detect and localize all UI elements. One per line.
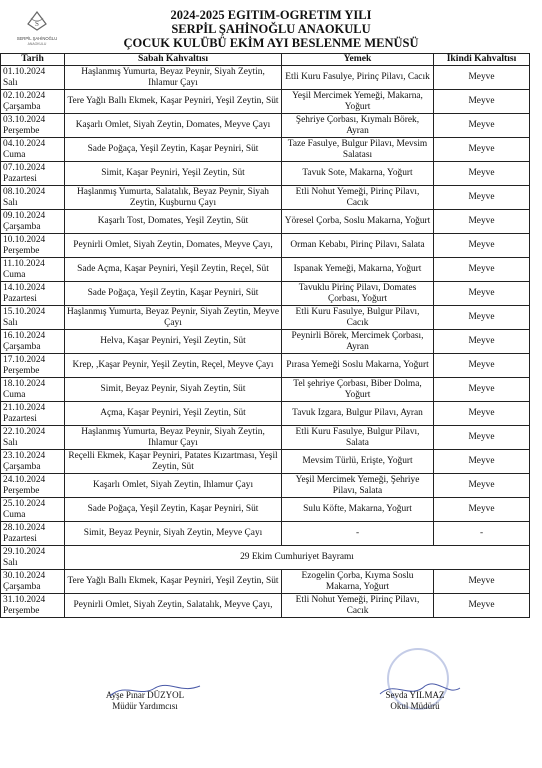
day-name: Çarşamba (3, 341, 41, 352)
meal-cell: Etli Kuru Fasulye, Bulgur Pilavı, Salata (282, 426, 434, 450)
meal-cell: Tavuklu Pirinç Pilavı, Domates Çorbası, Yoğurt (282, 282, 434, 306)
day-name: Cuma (3, 269, 26, 280)
table-row (1, 306, 530, 330)
table-row (1, 234, 530, 258)
table-row (1, 186, 530, 210)
breakfast-cell: Peynirli Omlet, Siyah Zeytin, Domates, Meyve Çayı, (65, 234, 282, 258)
meal-cell: Pırasa Yemeği Soslu Makarna, Yoğurt (282, 354, 434, 378)
date-cell (1, 546, 65, 570)
date-value: 29.10.2024 (3, 547, 46, 557)
table-row (1, 378, 530, 402)
signature-right-name: Sevda YILMAZ (385, 690, 445, 700)
meal-cell: Etli Nohut Yemeği, Pirinç Pilavı, Cacık (282, 594, 434, 618)
table-row (1, 450, 530, 474)
date-value: 09.10.2024 (3, 211, 46, 221)
breakfast-cell: Simit, Beyaz Peynir, Siyah Zeytin, Meyve Çayı (65, 522, 282, 546)
day-name: Perşembe (3, 605, 40, 616)
table-row (1, 402, 530, 426)
meal-cell: Yöresel Çorba, Soslu Makarna, Yoğurt (282, 210, 434, 234)
meal-cell: Tavuk Sote, Makarna, Yoğurt (282, 162, 434, 186)
day-name: Perşembe (3, 245, 40, 256)
table-row (1, 546, 530, 570)
date-cell (1, 90, 65, 114)
meal-cell: Peynirli Börek, Mercimek Çorbası, Ayran (282, 330, 434, 354)
date-cell (1, 594, 65, 618)
title-menu: ÇOCUK KULÜBÜ EKİM AYI BESLENME MENÜSÜ (123, 36, 419, 50)
meal-cell: Mevsim Türlü, Erişte, Yoğurt (282, 450, 434, 474)
date-value: 24.10.2024 (3, 475, 46, 485)
breakfast-cell: Haşlanmış Yumurta, Beyaz Peynir, Siyah Zeytin, Meyve Çayı (65, 306, 282, 330)
table-row (1, 570, 530, 594)
date-value: 15.10.2024 (3, 307, 46, 317)
day-name: Cuma (3, 389, 26, 400)
signature-right-title: Okul Müdürü (390, 701, 440, 711)
day-name: Perşembe (3, 485, 40, 496)
day-name: Cuma (3, 509, 26, 520)
snack-cell: Meyve (434, 66, 530, 90)
meal-cell: Tel şehriye Çorbası, Biber Dolma, Yoğurt (282, 378, 434, 402)
date-value: 02.10.2024 (3, 91, 46, 101)
date-cell (1, 474, 65, 498)
table-row (1, 474, 530, 498)
date-cell (1, 138, 65, 162)
table-row (1, 210, 530, 234)
menu-body (1, 66, 530, 618)
snack-cell: Meyve (434, 90, 530, 114)
date-value: 21.10.2024 (3, 403, 46, 413)
col-meal: Yemek (282, 54, 434, 66)
table-row (1, 594, 530, 618)
date-value: 28.10.2024 (3, 523, 46, 533)
date-cell (1, 378, 65, 402)
date-value: 08.10.2024 (3, 187, 46, 197)
day-name: Pazartesi (3, 293, 37, 304)
breakfast-cell: Sade Poğaça, Yeşil Zeytin, Kaşar Peyniri, Süt (65, 138, 282, 162)
day-name: Salı (3, 197, 18, 208)
snack-cell: Meyve (434, 594, 530, 618)
date-value: 03.10.2024 (3, 115, 46, 125)
day-name: Çarşamba (3, 581, 41, 592)
meal-cell: Etli Kuru Fasulye, Pirinç Pilavı, Cacık (282, 66, 434, 90)
day-name: Cuma (3, 149, 26, 160)
date-cell (1, 354, 65, 378)
snack-cell: Meyve (434, 474, 530, 498)
table-row (1, 66, 530, 90)
breakfast-cell: Kaşarlı Omlet, Siyah Zeytin, Domates, Meyve Çayı (65, 114, 282, 138)
snack-cell: Meyve (434, 114, 530, 138)
table-row (1, 330, 530, 354)
meal-cell: Ezogelin Çorba, Kıyma Soslu Makarna, Yoğurt (282, 570, 434, 594)
snack-cell: Meyve (434, 426, 530, 450)
meal-cell: Taze Fasulye, Bulgur Pilavı, Mevsim Salatası (282, 138, 434, 162)
signature-right (360, 690, 470, 712)
date-value: 22.10.2024 (3, 427, 46, 437)
snack-cell: Meyve (434, 282, 530, 306)
day-name: Salı (3, 557, 18, 568)
breakfast-cell: Kaşarlı Tost, Domates, Yeşil Zeytin, Süt (65, 210, 282, 234)
svg-text:SERPİL ŞAHİNOĞLU: SERPİL ŞAHİNOĞLU (16, 36, 58, 41)
date-cell (1, 426, 65, 450)
snack-cell: Meyve (434, 498, 530, 522)
day-name: Perşembe (3, 125, 40, 136)
meal-cell: Etli Kuru Fasulye, Bulgur Pilavı, Cacık (282, 306, 434, 330)
date-cell (1, 210, 65, 234)
table-row (1, 114, 530, 138)
breakfast-cell: Simit, Kaşar Peyniri, Yeşil Zeytin, Süt (65, 162, 282, 186)
breakfast-cell: Kaşarlı Omlet, Siyah Zeytin, Ihlamur Çayı (65, 474, 282, 498)
snack-cell: Meyve (434, 354, 530, 378)
title-school: SERPİL ŞAHİNOĞLU ANAOKULU (171, 22, 371, 36)
snack-cell: Meyve (434, 570, 530, 594)
date-cell (1, 258, 65, 282)
breakfast-cell: Haşlanmış Yumurta, Beyaz Peynir, Siyah Zeytin, Ihlamur Çayı (65, 66, 282, 90)
snack-cell: Meyve (434, 162, 530, 186)
breakfast-cell: Açma, Kaşar Peyniri, Yeşil Zeytin, Süt (65, 402, 282, 426)
day-name: Çarşamba (3, 221, 41, 232)
table-row (1, 90, 530, 114)
date-cell (1, 402, 65, 426)
day-name: Pazartesi (3, 413, 37, 424)
signature-left (80, 690, 210, 712)
document-title (0, 8, 542, 50)
date-cell (1, 234, 65, 258)
breakfast-cell: Haşlanmış Yumurta, Beyaz Peynir, Siyah Zeytin, Ihlamur Çayı (65, 426, 282, 450)
date-cell (1, 450, 65, 474)
breakfast-cell: Reçelli Ekmek, Kaşar Peyniri, Patates Kızartması, Yeşil Zeytin, Süt (65, 450, 282, 474)
meal-cell: Ispanak Yemeği, Makarna, Yoğurt (282, 258, 434, 282)
snack-cell: Meyve (434, 402, 530, 426)
snack-cell: Meyve (434, 330, 530, 354)
signature-left-title: Müdür Yardımcısı (112, 701, 178, 711)
meal-cell: Yeşil Mercimek Yemeği, Makarna, Yoğurt (282, 90, 434, 114)
menu-table (0, 53, 530, 618)
date-value: 25.10.2024 (3, 499, 46, 509)
signature-scribble (80, 680, 210, 702)
table-row (1, 426, 530, 450)
col-snack: İkindi Kahvaltısı (434, 54, 530, 66)
day-name: Salı (3, 77, 18, 88)
breakfast-cell: Sade Açma, Kaşar Peyniri, Yeşil Zeytin, Reçel, Süt (65, 258, 282, 282)
table-row (1, 522, 530, 546)
snack-cell: - (434, 522, 530, 546)
meal-cell: - (282, 522, 434, 546)
date-cell (1, 570, 65, 594)
breakfast-cell: Krep, ,Kaşar Peynir, Yeşil Zeytin, Reçel, Meyve Çayı (65, 354, 282, 378)
date-cell (1, 522, 65, 546)
snack-cell: Meyve (434, 186, 530, 210)
snack-cell: Meyve (434, 450, 530, 474)
day-name: Çarşamba (3, 101, 41, 112)
breakfast-cell: Haşlanmış Yumurta, Salatalık, Beyaz Peynir, Siyah Zeytin, Kuşburnu Çayı (65, 186, 282, 210)
date-cell (1, 114, 65, 138)
breakfast-cell: Helva, Kaşar Peyniri, Yeşil Zeytin, Süt (65, 330, 282, 354)
date-value: 01.10.2024 (3, 67, 46, 77)
signature-scribble-right (360, 680, 470, 702)
date-cell (1, 498, 65, 522)
day-name: Pazartesi (3, 173, 37, 184)
breakfast-cell: Tere Yağlı Ballı Ekmek, Kaşar Peyniri, Yeşil Zeytin, Süt (65, 570, 282, 594)
date-value: 07.10.2024 (3, 163, 46, 173)
date-cell (1, 162, 65, 186)
date-value: 31.10.2024 (3, 595, 46, 605)
snack-cell: Meyve (434, 138, 530, 162)
meal-cell: Tavuk Izgara, Bulgur Pilavı, Ayran (282, 402, 434, 426)
svg-text:ANAOKULU: ANAOKULU (27, 42, 47, 46)
col-breakfast: Sabah Kahvaltısı (65, 54, 282, 66)
breakfast-cell: Sade Poğaça, Yeşil Zeytin, Kaşar Peyniri, Süt (65, 282, 282, 306)
day-name: Salı (3, 437, 18, 448)
title-year: 2024-2025 EGITIM-OGRETIM YILI (170, 8, 372, 22)
date-cell (1, 282, 65, 306)
table-row (1, 498, 530, 522)
date-value: 18.10.2024 (3, 379, 46, 389)
meal-cell: Etli Nohut Yemeği, Pirinç Pilavı, Cacık (282, 186, 434, 210)
snack-cell: Meyve (434, 258, 530, 282)
header-row (1, 54, 530, 66)
date-value: 10.10.2024 (3, 235, 46, 245)
table-row (1, 258, 530, 282)
signature-left-name: Ayşe Pınar DÜZYOL (105, 690, 185, 700)
date-value: 11.10.2024 (3, 259, 45, 269)
breakfast-cell: Simit, Beyaz Peynir, Siyah Zeytin, Süt (65, 378, 282, 402)
breakfast-cell: Tere Yağlı Ballı Ekmek, Kaşar Peyniri, Yeşil Zeytin, Süt (65, 90, 282, 114)
svg-text:S: S (35, 20, 39, 28)
table-row (1, 162, 530, 186)
date-value: 23.10.2024 (3, 451, 46, 461)
meal-cell: Şehriye Çorbası, Kıymalı Börek, Ayran (282, 114, 434, 138)
date-value: 17.10.2024 (3, 355, 46, 365)
table-row (1, 354, 530, 378)
day-name: Çarşamba (3, 461, 41, 472)
meal-cell: Orman Kebabı, Pirinç Pilavı, Salata (282, 234, 434, 258)
snack-cell: Meyve (434, 378, 530, 402)
day-name: Perşembe (3, 365, 40, 376)
meal-cell: Yeşil Mercimek Yemeği, Şehriye Pilavı, Salata (282, 474, 434, 498)
table-row (1, 282, 530, 306)
day-name: Salı (3, 317, 18, 328)
table-row (1, 138, 530, 162)
day-name: Pazartesi (3, 533, 37, 544)
date-cell (1, 66, 65, 90)
date-value: 14.10.2024 (3, 283, 46, 293)
snack-cell: Meyve (434, 210, 530, 234)
meal-cell: Sulu Köfte, Makarna, Yoğurt (282, 498, 434, 522)
breakfast-cell: Sade Poğaça, Yeşil Zeytin, Kaşar Peyniri, Süt (65, 498, 282, 522)
date-cell (1, 306, 65, 330)
date-value: 04.10.2024 (3, 139, 46, 149)
date-value: 16.10.2024 (3, 331, 46, 341)
date-cell (1, 186, 65, 210)
date-cell (1, 330, 65, 354)
date-value: 30.10.2024 (3, 571, 46, 581)
breakfast-cell: Peynirli Omlet, Siyah Zeytin, Salatalık, Meyve Çayı, (65, 594, 282, 618)
snack-cell: Meyve (434, 234, 530, 258)
col-date: Tarih (1, 54, 65, 66)
holiday-cell: 29 Ekim Cumhuriyet Bayramı (65, 546, 530, 570)
snack-cell: Meyve (434, 306, 530, 330)
